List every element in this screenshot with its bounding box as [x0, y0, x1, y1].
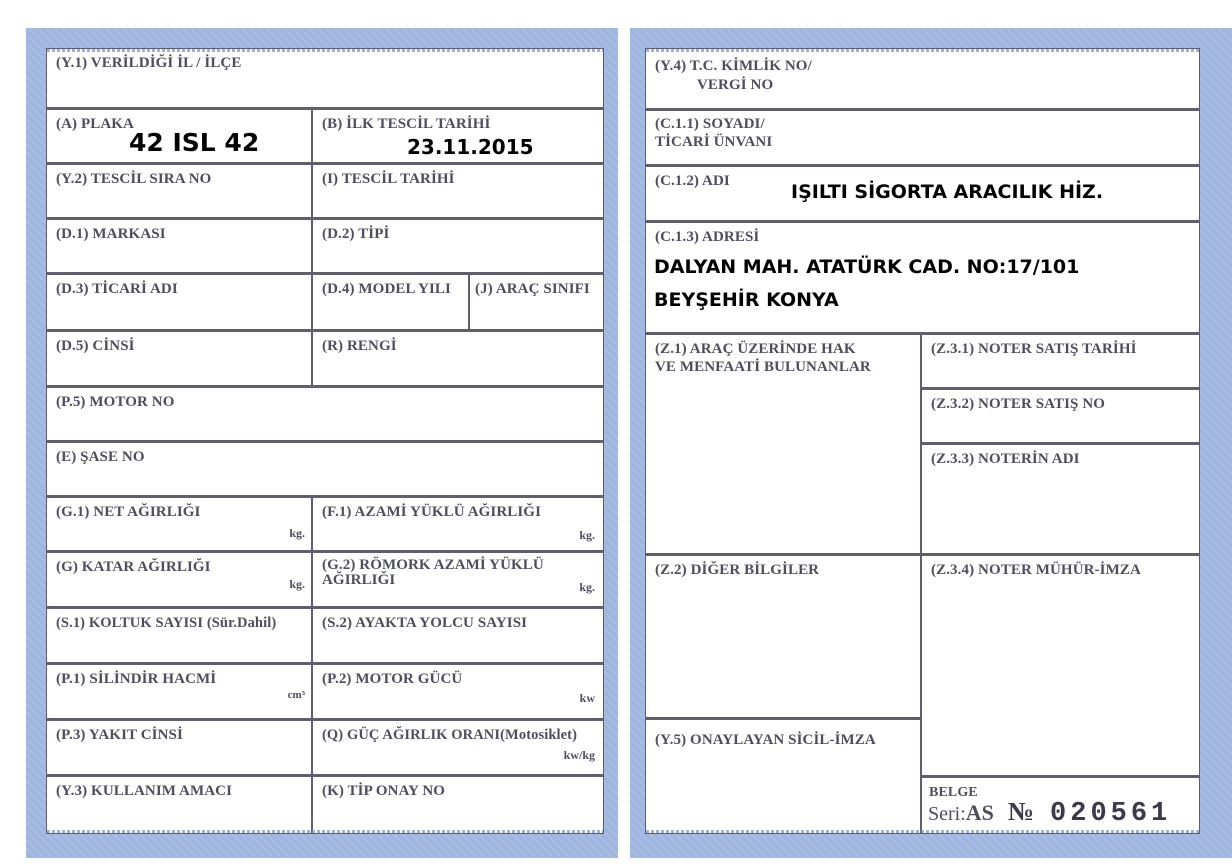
field-label: (J) ARAÇ SINIFI	[475, 281, 590, 297]
field-label: (Z.3.3) NOTERİN ADI	[931, 451, 1080, 467]
field-z1-rights-on-vehicle	[646, 335, 922, 556]
field-g-train-weight	[47, 553, 313, 609]
field-q-power-weight-ratio	[313, 721, 603, 777]
field-label: (D.3) TİCARİ ADI	[56, 281, 178, 297]
serial-row	[928, 797, 1171, 829]
field-label: (Y.4) T.C. KİMLİK NO/	[655, 58, 812, 74]
field-d5-kind	[47, 332, 313, 388]
field-label-line2: VE MENFAATİ BULUNANLAR	[655, 359, 871, 375]
field-label: (R) RENGİ	[322, 338, 397, 354]
microtext-line	[646, 830, 1199, 833]
field-c13-address	[646, 223, 1199, 335]
unit-label: kw/kg	[563, 748, 595, 762]
field-label: (K) TİP ONAY NO	[322, 783, 446, 799]
field-k-type-approval-number	[313, 777, 603, 833]
field-y5-approver-signature	[646, 720, 922, 833]
field-z31-notary-sale-date	[922, 335, 1199, 390]
field-label-line2: AĞIRLIĞI	[322, 572, 396, 588]
field-label: (G.1) NET AĞIRLIĞI	[56, 504, 201, 520]
field-label: (F.1) AZAMİ YÜKLÜ AĞIRLIĞI	[322, 504, 542, 520]
field-label: (Y.2) TESCİL SIRA NO	[56, 171, 212, 187]
field-b-first-registration-date	[313, 110, 603, 165]
field-label: (P.2) MOTOR GÜCÜ	[322, 671, 463, 687]
field-p5-engine-number	[47, 388, 603, 443]
belge-label: BELGE	[929, 785, 978, 800]
field-label: (Y.5) ONAYLAYAN SİCİL-İMZA	[655, 732, 876, 748]
field-label: (C.1.2) ADI	[655, 173, 730, 189]
field-z2-other-info	[646, 556, 922, 720]
field-p1-cylinder-volume	[47, 665, 313, 721]
field-p2-engine-power	[313, 665, 603, 721]
number-sign: №	[1007, 797, 1035, 826]
field-label: (Z.2) DİĞER BİLGİLER	[655, 562, 820, 578]
field-label: (D.4) MODEL YILI	[322, 281, 451, 297]
field-label: (I) TESCİL TARİHİ	[322, 171, 455, 187]
field-label: (S.2) AYAKTA YOLCU SAYISI	[322, 615, 528, 631]
address-line-2: BEYŞEHİR KONYA	[654, 289, 839, 311]
field-y1-issued-province	[47, 49, 603, 110]
microtext-line	[47, 830, 603, 833]
field-label: (P.3) YAKIT CİNSİ	[56, 727, 183, 743]
right-page	[645, 48, 1200, 834]
unit-label: kg.	[579, 580, 595, 594]
field-d2-type	[313, 220, 603, 275]
field-label: (D.5) CİNSİ	[56, 338, 135, 354]
field-label: (Y.1) VERİLDİĞİ İL / İLÇE	[56, 55, 242, 71]
unit-label: kg.	[289, 526, 305, 540]
field-d3-trade-name	[47, 275, 313, 332]
field-label: (G) KATAR AĞIRLIĞI	[56, 559, 211, 575]
field-z33-notary-name	[922, 445, 1199, 556]
field-c11-surname-trade-title	[646, 111, 1199, 167]
document-serial-box	[922, 778, 1199, 833]
field-j-vehicle-class	[470, 275, 603, 332]
plate-value: 42 ISL 42	[129, 128, 260, 157]
field-c12-name	[646, 167, 1199, 223]
field-d4-model-year	[313, 275, 470, 332]
field-y2-registration-number	[47, 165, 313, 220]
field-label: (C.1.3) ADRESİ	[655, 229, 760, 245]
field-d1-make	[47, 220, 313, 275]
field-label: (P.5) MOTOR NO	[56, 394, 175, 410]
field-g1-net-weight	[47, 498, 313, 553]
field-label: (S.1) KOLTUK SAYISI (Sür.Dahil)	[56, 615, 277, 631]
name-value: IŞILTI SİGORTA ARACILIK HİZ.	[791, 181, 1104, 203]
field-label: (Y.3) KULLANIM AMACI	[56, 783, 233, 799]
field-label: (Z.3.1) NOTER SATIŞ TARİHİ	[931, 341, 1137, 357]
seri-value: AS	[965, 800, 994, 825]
field-i-registration-date	[313, 165, 603, 220]
field-label: (D.1) MARKASI	[56, 226, 166, 242]
field-label: (C.1.1) SOYADI/	[655, 116, 765, 132]
field-y3-usage-purpose	[47, 777, 313, 833]
seri-label: Seri:	[928, 803, 966, 825]
field-label: (G.2) RÖMORK AZAMİ YÜKLÜ	[322, 557, 544, 573]
field-label: (Z.3.2) NOTER SATIŞ NO	[931, 396, 1106, 412]
unit-label: kw	[579, 691, 595, 705]
field-e-chassis-number	[47, 443, 603, 498]
field-z34-notary-seal-signature	[922, 556, 1199, 778]
field-p3-fuel-type	[47, 721, 313, 777]
field-label: (Z.3.4) NOTER MÜHÜR-İMZA	[931, 562, 1141, 578]
field-z32-notary-sale-number	[922, 390, 1199, 445]
field-label: (A) PLAKA	[56, 116, 134, 132]
serial-number: 020561	[1050, 799, 1172, 829]
field-label: (P.1) SİLİNDİR HACMİ	[56, 671, 217, 687]
field-label-line2: VERGİ NO	[697, 77, 774, 93]
unit-label: kg.	[289, 577, 305, 591]
field-label-line2: TİCARİ ÜNVANI	[655, 134, 773, 150]
field-y4-id-tax-number	[646, 49, 1199, 111]
field-f1-max-laden-weight	[313, 498, 603, 553]
left-page	[46, 48, 604, 834]
field-s2-standing-passengers	[313, 609, 603, 665]
first-registration-date-value: 23.11.2015	[407, 135, 534, 159]
field-label: (Z.1) ARAÇ ÜZERİNDE HAK	[655, 341, 856, 357]
field-r-color	[313, 332, 603, 388]
field-label: (D.2) TİPİ	[322, 226, 390, 242]
field-g2-trailer-max-weight	[313, 553, 603, 609]
field-label: (B) İLK TESCİL TARİHİ	[322, 116, 491, 132]
unit-label: cm³	[287, 689, 305, 701]
field-a-plate	[47, 110, 313, 165]
field-label: (Q) GÜÇ AĞIRLIK ORANI(Motosiklet)	[322, 727, 578, 743]
address-line-1: DALYAN MAH. ATATÜRK CAD. NO:17/101	[654, 256, 1080, 278]
unit-label: kg.	[579, 528, 595, 542]
field-s1-seat-count	[47, 609, 313, 665]
field-label: (E) ŞASE NO	[56, 449, 145, 465]
